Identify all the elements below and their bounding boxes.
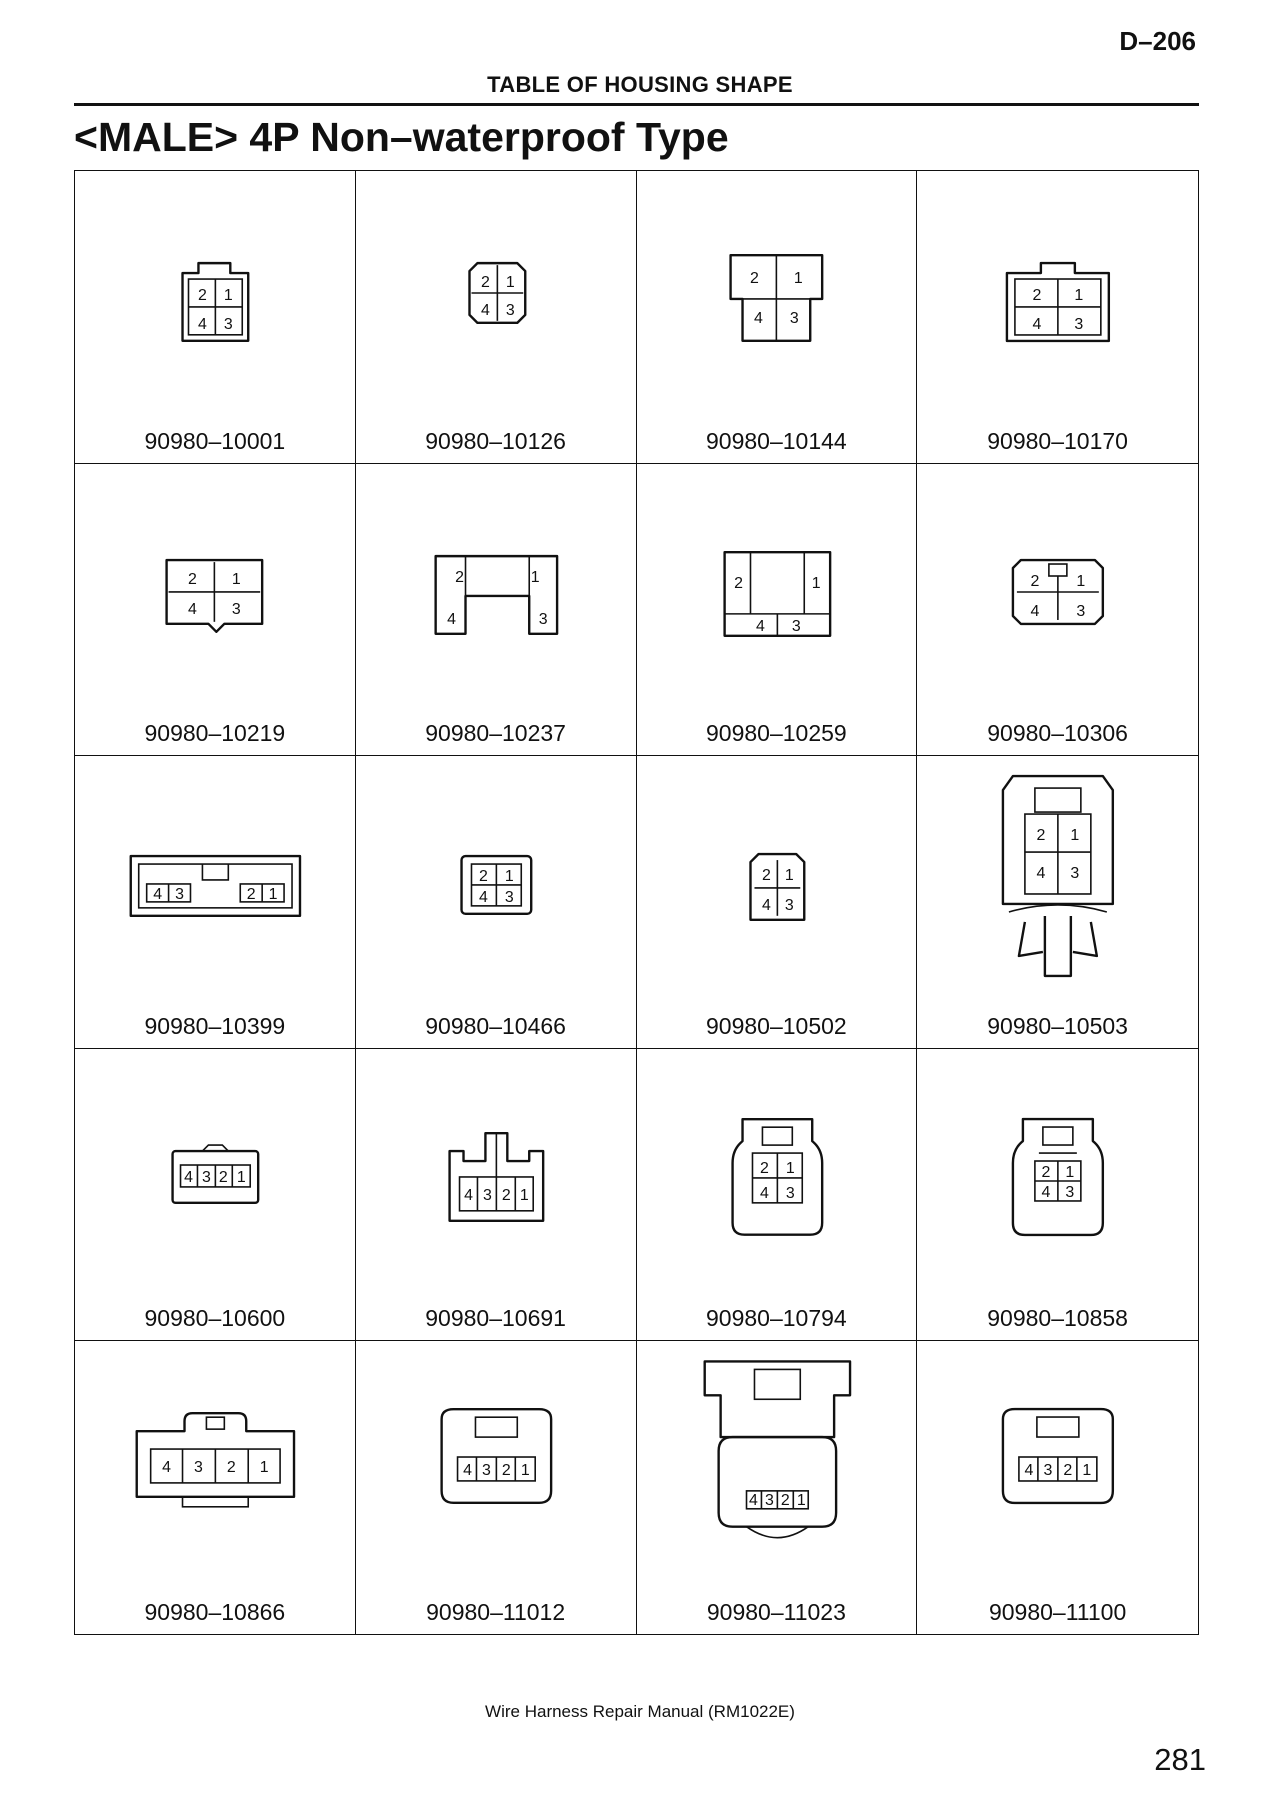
pin-label: 3 — [785, 1184, 795, 1202]
pin-label: 2 — [749, 270, 759, 288]
connector-diagram — [637, 1341, 917, 1581]
pin-label: 4 — [184, 1168, 193, 1186]
pin-label: 4 — [162, 1459, 172, 1477]
pin-label: 4 — [446, 610, 456, 628]
pin-label: 2 — [218, 1168, 228, 1186]
connector-cell — [917, 464, 1198, 757]
pin-label: 2 — [759, 1159, 769, 1177]
connector-diagram — [917, 464, 1198, 704]
part-number: 90980–10399 — [144, 1012, 286, 1039]
connector-cell — [917, 1049, 1198, 1342]
page-code: D–206 — [1119, 26, 1196, 56]
pin-label: 4 — [748, 1492, 758, 1510]
pin-label: 1 — [784, 867, 794, 885]
pin-label: 1 — [223, 286, 233, 304]
pin-label: 2 — [780, 1492, 790, 1510]
pin-label: 3 — [764, 1492, 774, 1510]
connector-cell — [917, 171, 1198, 464]
connector-cell — [637, 1341, 918, 1634]
pin-label: 1 — [1074, 286, 1084, 304]
part-number: 90980–10691 — [425, 1305, 566, 1332]
part-number: 90980–10144 — [706, 427, 847, 454]
part-number: 90980–10126 — [425, 427, 566, 454]
connector-table — [74, 170, 1199, 1635]
pin-label: 3 — [784, 897, 794, 915]
pin-label: 2 — [1032, 286, 1042, 304]
header-rule — [74, 103, 1199, 106]
page-number: 281 — [1154, 1742, 1206, 1777]
pin-label: 1 — [1070, 827, 1080, 845]
part-number: 90980–10600 — [144, 1305, 286, 1332]
pin-label: 1 — [505, 274, 515, 292]
pin-label: 4 — [153, 886, 163, 904]
pin-label: 3 — [789, 309, 799, 327]
part-number: 90980–10001 — [144, 427, 286, 454]
part-number: 90980–11023 — [706, 1599, 846, 1625]
pin-label: 3 — [1065, 1183, 1075, 1201]
connector-cell — [356, 464, 637, 757]
pin-label: 3 — [1074, 315, 1084, 333]
pin-label: 2 — [1063, 1462, 1073, 1480]
pin-label: 3 — [791, 617, 801, 635]
connector-cell — [75, 1341, 356, 1634]
connector-cell — [356, 171, 637, 464]
pin-label: 1 — [520, 1462, 530, 1480]
connector-diagram — [75, 464, 355, 704]
connector-diagram — [917, 1341, 1198, 1581]
pin-label: 2 — [1036, 827, 1046, 845]
connector-cell — [75, 171, 356, 464]
connector-diagram — [917, 756, 1198, 996]
connector-cell — [637, 756, 918, 1049]
connector-diagram — [637, 756, 917, 996]
connector-cell — [356, 1341, 637, 1634]
part-number: 90980–10866 — [144, 1599, 286, 1625]
pin-label: 2 — [761, 867, 771, 885]
connector-diagram — [356, 464, 636, 704]
pin-label: 3 — [505, 301, 515, 319]
pin-label: 3 — [1076, 602, 1086, 620]
pin-label: 4 — [480, 301, 490, 319]
pin-label: 4 — [1024, 1462, 1034, 1480]
pin-label: 4 — [478, 889, 488, 907]
part-number: 90980–10858 — [987, 1305, 1128, 1332]
pin-label: 3 — [504, 889, 514, 907]
pin-label: 3 — [223, 315, 233, 333]
pin-label: 1 — [519, 1186, 529, 1204]
connector-diagram — [637, 171, 917, 411]
connector-diagram — [637, 1049, 917, 1289]
pin-label: 2 — [188, 570, 197, 588]
pin-label: 1 — [811, 574, 821, 592]
pin-label: 1 — [236, 1168, 246, 1186]
pin-label: 1 — [231, 570, 241, 588]
part-number: 90980–10219 — [144, 720, 286, 747]
pin-label: 2 — [501, 1462, 511, 1480]
connector-diagram — [356, 1341, 636, 1581]
part-number: 90980–10466 — [425, 1012, 566, 1039]
pin-label: 4 — [755, 617, 765, 635]
pin-label: 1 — [259, 1459, 269, 1477]
connector-diagram — [75, 1341, 355, 1581]
page-title: <MALE> 4P Non–waterproof Type — [74, 114, 729, 160]
pin-label: 4 — [463, 1186, 473, 1204]
pin-label: 1 — [1076, 572, 1086, 590]
pin-label: 4 — [1032, 315, 1042, 333]
connector-diagram — [356, 1049, 636, 1289]
pin-label: 2 — [480, 274, 490, 292]
pin-label: 4 — [753, 309, 763, 327]
connector-cell — [917, 756, 1198, 1049]
pin-label: 3 — [1070, 865, 1080, 883]
connector-diagram — [75, 1049, 355, 1289]
pin-label: 1 — [796, 1492, 806, 1510]
pin-label: 1 — [785, 1159, 795, 1177]
pin-label: 3 — [194, 1459, 203, 1477]
pin-label: 1 — [1082, 1462, 1092, 1480]
connector-diagram — [637, 464, 917, 704]
pin-label: 1 — [268, 886, 278, 904]
section-title: TABLE OF HOUSING SHAPE — [487, 72, 793, 97]
connector-cell — [75, 1049, 356, 1342]
connector-diagram — [75, 756, 355, 996]
pin-label: 3 — [538, 610, 548, 628]
part-number: 90980–11100 — [988, 1599, 1127, 1625]
pin-label: 1 — [504, 868, 514, 886]
pin-label: 2 — [501, 1186, 511, 1204]
part-number: 90980–10794 — [706, 1305, 847, 1332]
pin-label: 3 — [175, 886, 184, 904]
connector-cell — [917, 1341, 1198, 1634]
connector-cell — [356, 1049, 637, 1342]
pin-label: 4 — [759, 1184, 769, 1202]
pin-label: 4 — [188, 600, 197, 618]
pin-label: 3 — [1043, 1462, 1053, 1480]
connector-diagram — [356, 171, 636, 411]
pin-label: 1 — [793, 270, 803, 288]
pin-label: 4 — [761, 897, 771, 915]
part-number: 90980–10306 — [987, 720, 1128, 747]
connector-diagram — [917, 1049, 1198, 1289]
pin-label: 2 — [198, 286, 207, 304]
connector-cell — [637, 464, 918, 757]
connector-cell — [75, 756, 356, 1049]
pin-label: 4 — [1030, 602, 1040, 620]
connector-cell — [637, 171, 918, 464]
connector-diagram — [356, 756, 636, 996]
pin-label: 2 — [1030, 572, 1040, 590]
connector-diagram — [75, 171, 355, 411]
pin-label: 2 — [733, 574, 743, 592]
pin-label: 2 — [246, 886, 256, 904]
connector-diagram — [917, 171, 1198, 411]
part-number: 90980–10237 — [425, 720, 566, 747]
part-number: 90980–10259 — [706, 720, 847, 747]
pin-label: 3 — [481, 1462, 491, 1480]
pin-label: 2 — [1041, 1163, 1051, 1181]
pin-label: 2 — [478, 868, 488, 886]
connector-cell — [637, 1049, 918, 1342]
pin-label: 1 — [1065, 1163, 1075, 1181]
footer-manual: Wire Harness Repair Manual (RM1022E) — [485, 1702, 795, 1721]
part-number: 90980–10503 — [987, 1012, 1128, 1039]
pin-label: 3 — [201, 1168, 211, 1186]
pin-label: 4 — [462, 1462, 472, 1480]
part-number: 90980–10170 — [987, 427, 1128, 454]
connector-cell — [75, 464, 356, 757]
pin-label: 4 — [1041, 1183, 1051, 1201]
part-number: 90980–10502 — [706, 1012, 847, 1039]
pin-label: 4 — [1036, 865, 1046, 883]
pin-label: 2 — [226, 1459, 236, 1477]
part-number: 90980–11012 — [426, 1599, 566, 1625]
pin-label: 2 — [454, 568, 464, 586]
pin-label: 1 — [530, 568, 540, 586]
pin-label: 4 — [198, 315, 207, 333]
connector-cell — [356, 756, 637, 1049]
pin-label: 3 — [231, 600, 241, 618]
pin-label: 3 — [482, 1186, 492, 1204]
